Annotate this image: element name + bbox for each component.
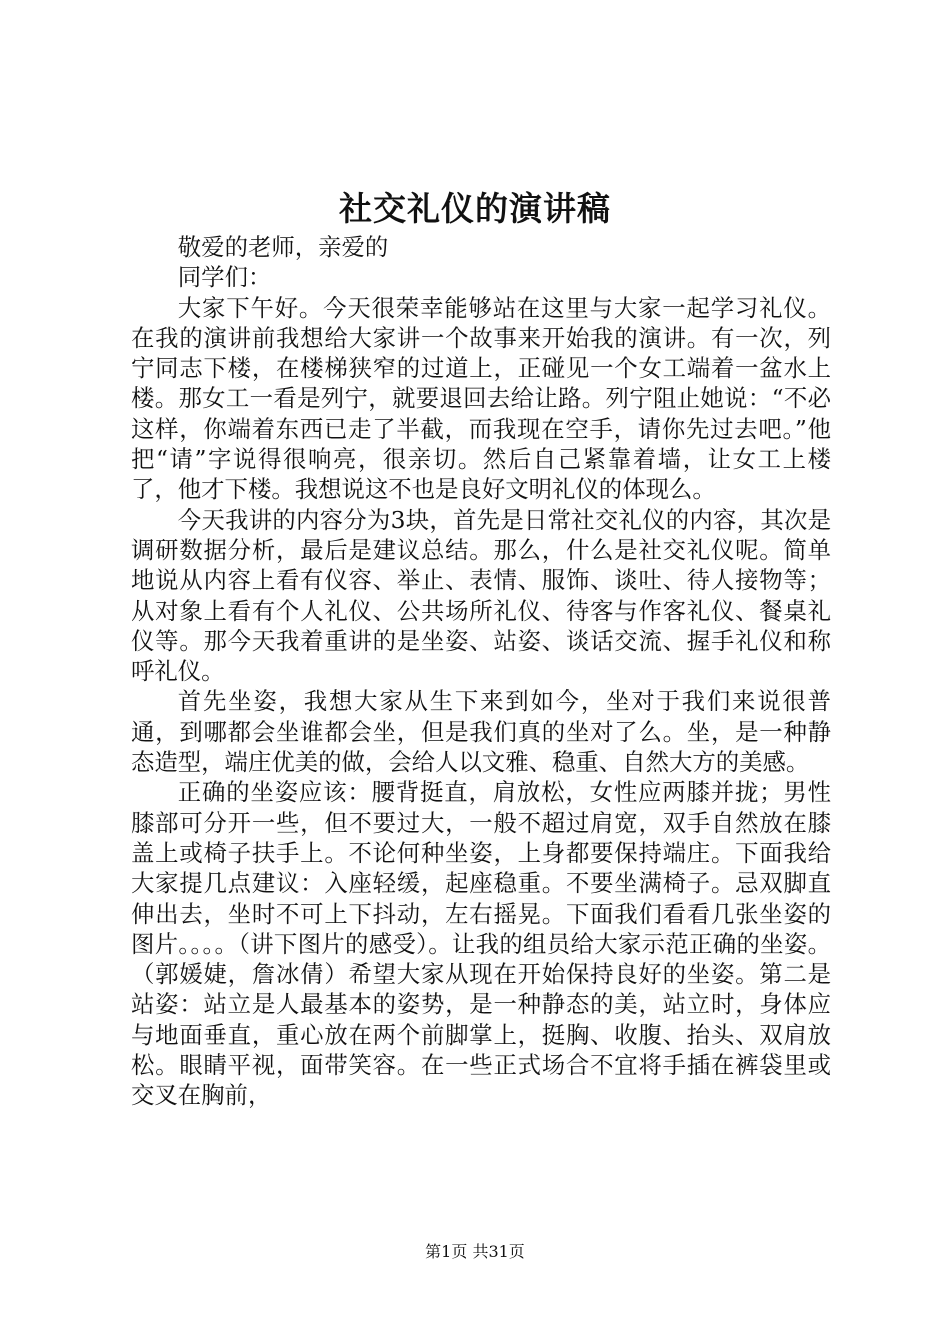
document-title: 社交礼仪的演讲稿 [339, 189, 611, 228]
greeting-line: 同学们： [177, 263, 272, 292]
body-paragraph: 大家下午好。今天很荣幸能够站在这里与大家一起学习礼仪。在我的演讲前我想给大家讲一个故事来开始我的演讲。有一次，列宁同志下楼，在楼梯狭窄的过道上，正碰见一个女工端着一盆水上楼。那女工一看是列宁，就要退回去给让路。列宁阻止她说：“不必这样，你端着东西已走了半截，而我现在空手，请你先过去吧。”他把“请”字说得很响亮，很亲切。然后自己紧靠着墙，让女工上楼了，他才下楼。我想说这不也是良好文明礼仪的体现么。 [131, 293, 831, 504]
body-paragraph: 今天我讲的内容分为3块，首先是日常社交礼仪的内容，其次是调研数据分析，最后是建议总结。那么，什么是社交礼仪呢。简单地说从内容上看有仪容、举止、表情、服饰、谈吐、待人接物等；从对象上看有个人礼仪、公共场所礼仪、待客与作客礼仪、餐桌礼仪等。那今天我着重讲的是坐姿、站姿、谈话交流、握手礼仪和称呼礼仪。 [131, 505, 831, 686]
document-body [131, 232, 831, 1111]
body-paragraph: 首先坐姿，我想大家从生下来到如今，坐对于我们来说很普通，到哪都会坐谁都会坐，但是我们真的坐对了么。坐，是一种静态造型，端庄优美的做，会给人以文雅、稳重、自然大方的美感。 [131, 687, 831, 777]
body-paragraph: 正确的坐姿应该：腰背挺直，肩放松，女性应两膝并拢；男性膝部可分开一些，但不要过大，一般不超过肩宽，双手自然放在膝盖上或椅子扶手上。不论何种坐姿，上身都要保持端庄。下面我给大家提几点建议：入座轻缓，起座稳重。不要坐满椅子。忌双脚直伸出去，坐时不可上下抖动，左右摇晃。下面我们看看几张坐姿的图片。。。。（讲下图片的感受）。让我的组员给大家示范正确的坐姿。（郭媛婕，詹冰倩）希望大家从现在开始保持良好的坐姿。第二是站姿：站立是人最基本的姿势，是一种静态的美，站立时，身体应与地面垂直，重心放在两个前脚掌上，挺胸、收腹、抬头、双肩放松。眼睛平视，面带笑容。在一些正式场合不宜将手插在裤袋里或交叉在胸前， [131, 778, 831, 1110]
greeting-line: 敬爱的老师，亲爱的 [177, 233, 389, 261]
page-footer: 第1页 共31页 [425, 1242, 525, 1261]
